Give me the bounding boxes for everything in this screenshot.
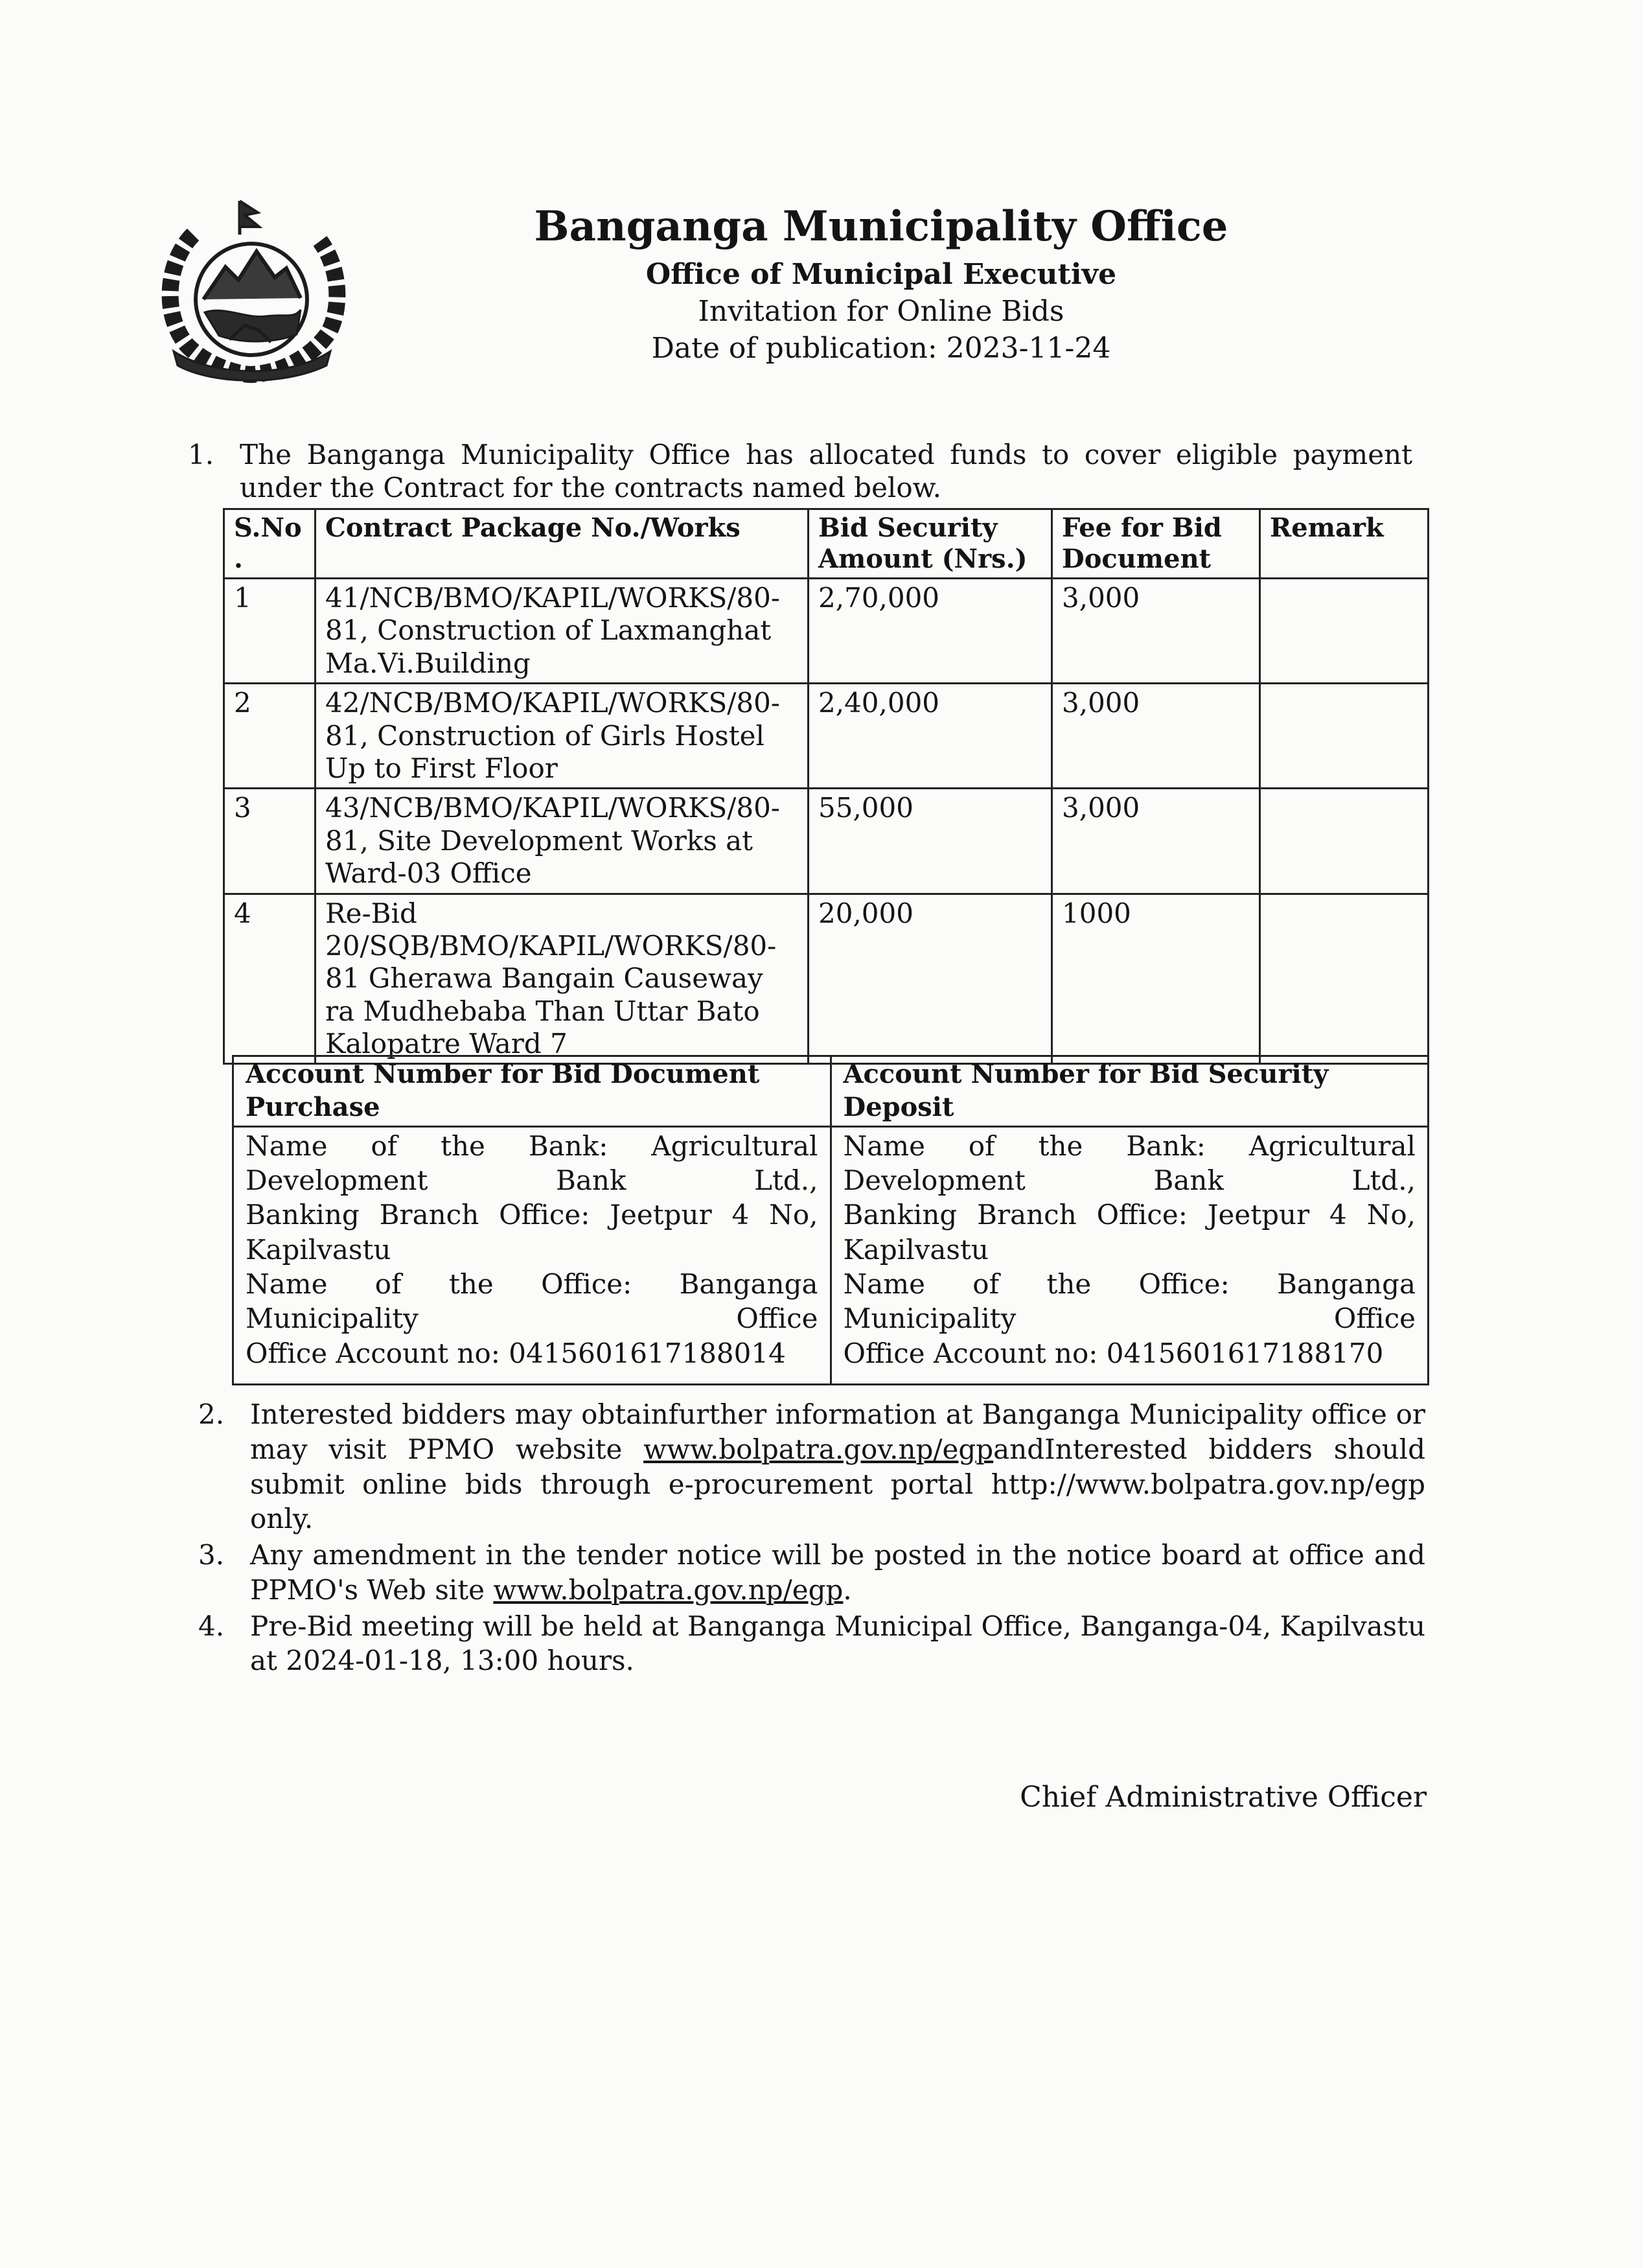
- item-text: Any amendment in the tender notice will be posted in the notice board at office and PPMO's Web site: [250, 1539, 1425, 1606]
- cell-remark: [1260, 684, 1429, 789]
- table-row: [224, 894, 1429, 1064]
- header-sno: S.No .: [224, 509, 316, 579]
- item-number: 4.: [198, 1610, 225, 1642]
- account-number: Office Account no: 0415601617188014: [246, 1337, 786, 1369]
- item-text: Interested bidders may obtainfurther information at Banganga Municipality office or may visit PPMO website: [250, 1398, 1425, 1465]
- table-row: [224, 579, 1429, 684]
- cell-fee: 3,000: [1052, 789, 1260, 894]
- header-bid-security: Bid Security Amount (Nrs.): [809, 509, 1052, 579]
- accounts-table: [232, 1055, 1429, 1385]
- cell-bid-security: 55,000: [809, 789, 1052, 894]
- document-header: [428, 202, 1335, 367]
- cell-sno: 1: [224, 579, 316, 684]
- list-item: [194, 1538, 1425, 1608]
- account-number: Office Account no: 0415601617188170: [843, 1337, 1384, 1369]
- cell-sno: 4: [224, 894, 316, 1064]
- intro-text: The Banganga Municipality Office has allocated funds to cover eligible payment under the Contract for the contracts named below.: [240, 439, 1412, 504]
- contracts-table: [223, 508, 1429, 1065]
- deposit-account-cell: [831, 1126, 1429, 1384]
- branch-office: Banking Branch Office: Jeetpur 4 No, Kapilvastu: [246, 1199, 818, 1266]
- header-purchase-account: Account Number for Bid Document Purchase: [233, 1056, 831, 1127]
- branch-office: Banking Branch Office: Jeetpur 4 No, Kapilvastu: [843, 1199, 1416, 1266]
- table-header-row: [233, 1056, 1429, 1127]
- item-text: andInterested bidders should submit online bids through e-procurement portal http://www.bolpatra.gov.np/egp only.: [250, 1433, 1425, 1535]
- cell-works: 42/NCB/BMO/KAPIL/WORKS/80-81, Construction of Girls Hostel Up to First Floor: [316, 684, 809, 789]
- cell-fee: 3,000: [1052, 684, 1260, 789]
- header-deposit-account: Account Number for Bid Security Deposit: [831, 1056, 1429, 1127]
- purchase-account-cell: [233, 1126, 831, 1384]
- cell-remark: [1260, 894, 1429, 1064]
- cell-fee: 1000: [1052, 894, 1260, 1064]
- bank-name: Name of the Bank: Agricultural Development Bank Ltd.,: [246, 1129, 818, 1196]
- cell-works: 41/NCB/BMO/KAPIL/WORKS/80-81, Construction of Laxmanghat Ma.Vi.Building: [316, 579, 809, 684]
- cell-remark: [1260, 789, 1429, 894]
- header-works: Contract Package No./Works: [316, 509, 809, 579]
- cell-fee: 3,000: [1052, 579, 1260, 684]
- intro-paragraph: [188, 438, 1412, 504]
- cell-sno: 2: [224, 684, 316, 789]
- list-item: [194, 1609, 1425, 1679]
- table-header-row: [224, 509, 1429, 579]
- bank-name: Name of the Bank: Agricultural Development Bank Ltd.,: [843, 1129, 1416, 1196]
- header-fee: Fee for Bid Document: [1052, 509, 1260, 579]
- list-item: [194, 1397, 1425, 1536]
- item-number: 3.: [198, 1539, 225, 1571]
- notice-title: Invitation for Online Bids: [698, 294, 1064, 328]
- header-remark: Remark: [1260, 509, 1429, 579]
- office-subtitle: Office of Municipal Executive: [645, 257, 1117, 291]
- table-row: [233, 1126, 1429, 1384]
- ppmo-website-link[interactable]: www.bolpatra.gov.np/egp: [493, 1573, 844, 1606]
- cell-bid-security: 20,000: [809, 894, 1052, 1064]
- signatory-title: Chief Administrative Officer: [1020, 1781, 1427, 1814]
- item-number: 2.: [198, 1398, 225, 1430]
- item-number: 1.: [188, 439, 214, 470]
- publication-date: Date of publication: 2023-11-24: [651, 332, 1111, 365]
- cell-sno: 3: [224, 789, 316, 894]
- cell-works: 43/NCB/BMO/KAPIL/WORKS/80-81, Site Development Works at Ward-03 Office: [316, 789, 809, 894]
- table-row: [224, 684, 1429, 789]
- item-text: .: [843, 1573, 852, 1606]
- nepal-emblem-icon: [148, 189, 349, 384]
- cell-works: Re-Bid 20/SQB/BMO/KAPIL/WORKS/80-81 Gherawa Bangain Causeway ra Mudhebaba Than Uttar Bato Kalopatre Ward 7: [316, 894, 809, 1064]
- item-text: Pre-Bid meeting will be held at Banganga Municipal Office, Banganga-04, Kapilvastu at 2024-01-18, 13:00 hours.: [250, 1610, 1425, 1677]
- notice-points: [194, 1397, 1425, 1680]
- office-name: Name of the Office: Banganga Municipality Office: [246, 1267, 818, 1335]
- table-row: [224, 789, 1429, 894]
- ppmo-website-link[interactable]: www.bolpatra.gov.np/egp: [643, 1433, 994, 1465]
- office-name: Name of the Office: Banganga Municipality Office: [843, 1267, 1416, 1335]
- cell-remark: [1260, 579, 1429, 684]
- cell-bid-security: 2,70,000: [809, 579, 1052, 684]
- office-title: Banganga Municipality Office: [534, 202, 1228, 251]
- cell-bid-security: 2,40,000: [809, 684, 1052, 789]
